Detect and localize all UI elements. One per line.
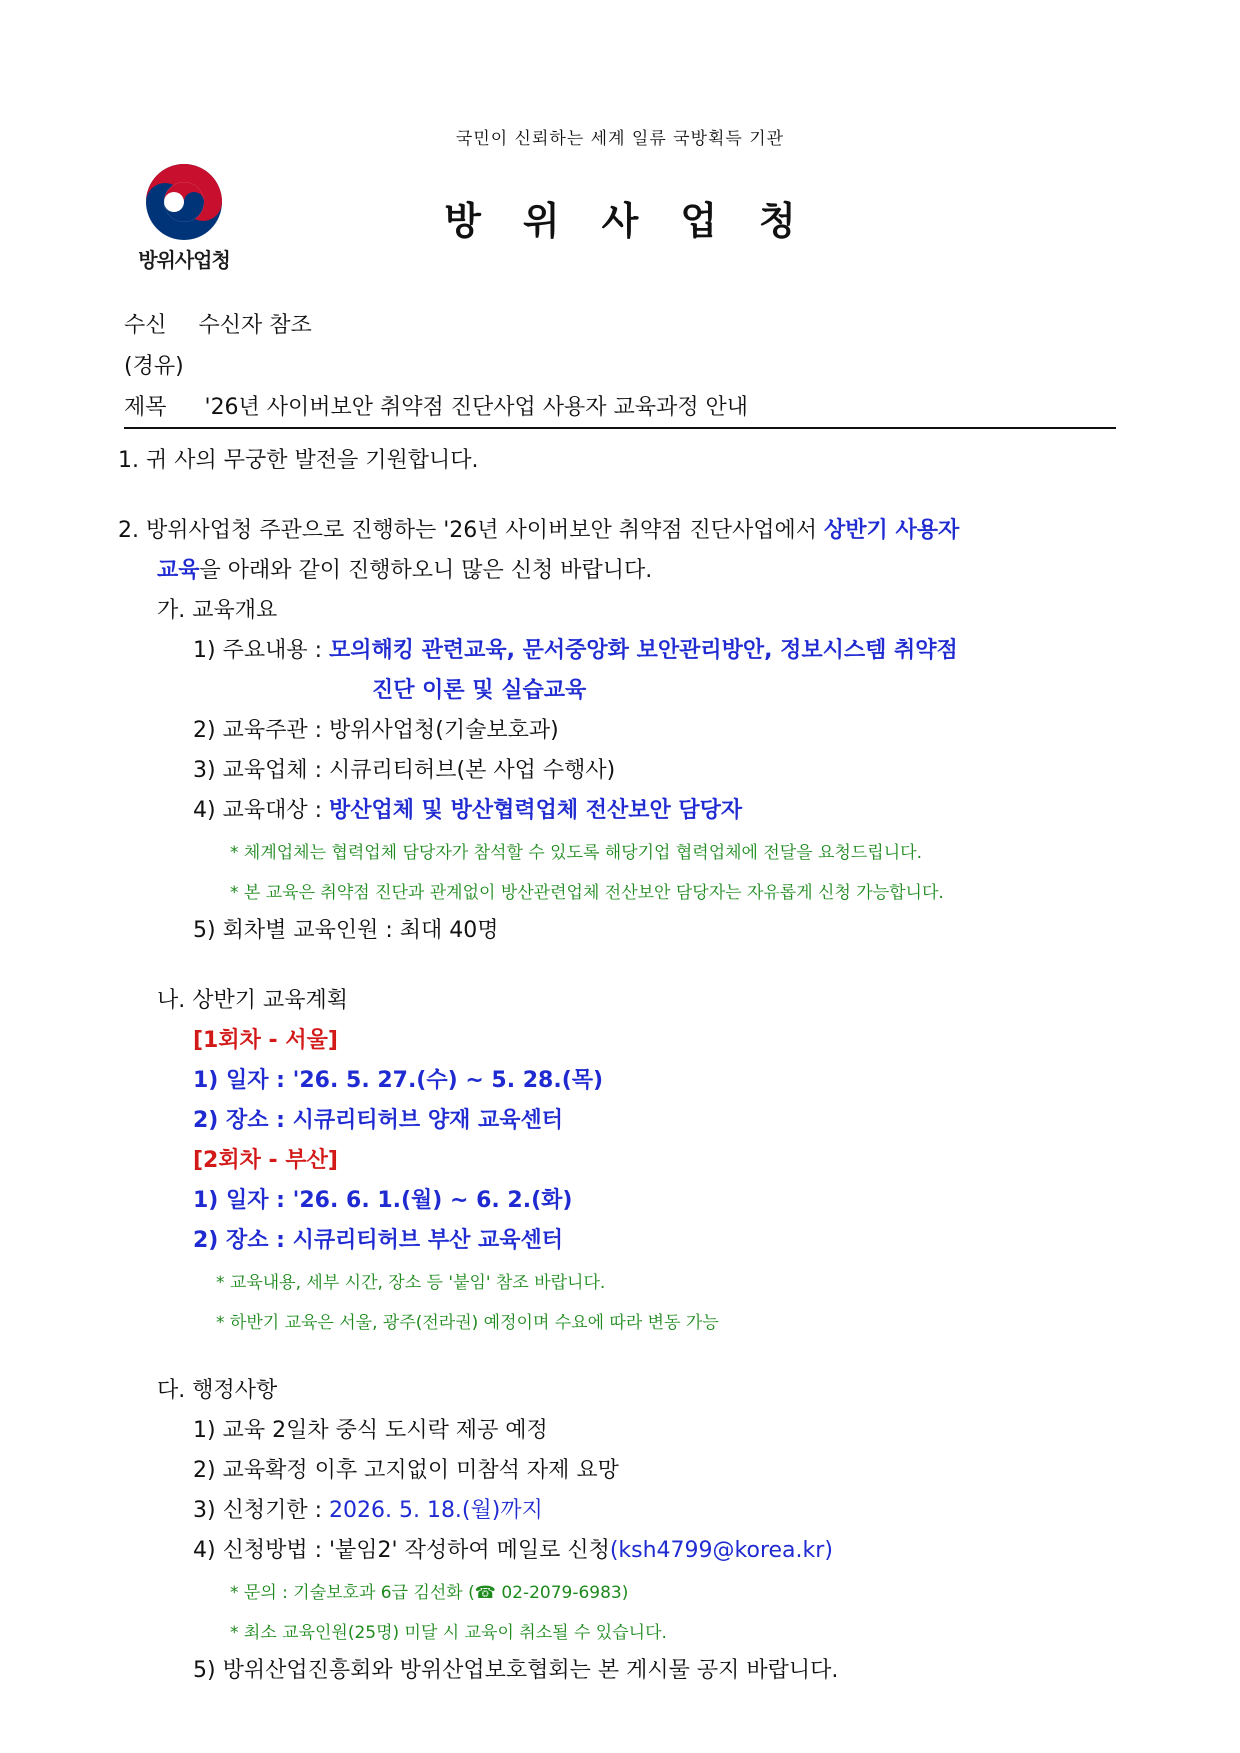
ga-item-1: 1) 주요내용 : 모의해킹 관련교육, 문서중앙화 보안관리방안, 정보시스템 취약점 (193, 638, 958, 663)
ga-item-3: 3) 교육업체 : 시큐리티허브(본 사업 수행사) (193, 758, 616, 783)
highlight-education: 교육 (157, 558, 200, 583)
subject-row (124, 390, 748, 421)
ga-item-1-value-cont: 진단 이론 및 실습교육 (372, 678, 587, 703)
subject-label: 제목 (124, 395, 167, 420)
contact-email-link[interactable]: (ksh4799@korea.kr) (609, 1538, 833, 1563)
da-note-2: * 최소 교육인원(25명) 미달 시 교육이 취소될 수 있습니다. (230, 1623, 667, 1643)
session-2-place: 2) 장소 : 시큐리티허브 부산 교육센터 (193, 1228, 563, 1253)
session-1-title: [1회차 - 서울] (193, 1028, 338, 1053)
highlight-first-half: 상반기 사용자 (824, 518, 960, 543)
ga-item-5: 5) 회차별 교육인원 : 최대 40명 (193, 918, 499, 943)
subject-value: '26년 사이버보안 취약점 진단사업 사용자 교육과정 안내 (204, 395, 749, 420)
application-deadline: 2026. 5. 18.(월)까지 (328, 1498, 543, 1523)
ga-item-4-value: 방산업체 및 방산협력업체 전산보안 담당자 (328, 798, 743, 823)
session-2-date: 1) 일자 : '26. 6. 1.(월) ~ 6. 2.(화) (193, 1188, 573, 1213)
paragraph-2-line-1: 2. 방위사업청 주관으로 진행하는 '26년 사이버보안 취약점 진단사업에서 상반기 사용자 (118, 518, 960, 543)
via-row: (경유) (124, 354, 184, 379)
da-item-4: 4) 신청방법 : '붙임2' 작성하여 메일로 신청(ksh4799@korea.kr) (193, 1538, 833, 1563)
recipient-row (124, 308, 312, 339)
ga-item-2: 2) 교육주관 : 방위사업청(기술보호과) (193, 718, 559, 743)
section-na-title: 나. 상반기 교육계획 (157, 988, 348, 1013)
recipient-value: 수신자 참조 (198, 313, 312, 338)
paragraph-1: 1. 귀 사의 무궁한 발전을 기원합니다. (118, 448, 479, 473)
section-ga-title: 가. 교육개요 (157, 598, 278, 623)
da-item-5: 5) 방위산업진흥회와 방위산업보호협회는 본 게시물 공지 바랍니다. (193, 1658, 839, 1683)
session-1-date: 1) 일자 : '26. 5. 27.(수) ~ 5. 28.(목) (193, 1068, 604, 1093)
section-da-title: 다. 행정사항 (157, 1378, 278, 1403)
ga-item-4: 4) 교육대상 : 방산업체 및 방산협력업체 전산보안 담당자 (193, 798, 743, 823)
session-1-place: 2) 장소 : 시큐리티허브 양재 교육센터 (193, 1108, 563, 1133)
ga-note-1: * 체계업체는 협력업체 담당자가 참석할 수 있도록 해당기업 협력업체에 전달을 요청드립니다. (230, 843, 922, 863)
header-divider (124, 427, 1116, 429)
na-note-1: * 교육내용, 세부 시간, 장소 등 '붙임' 참조 바랍니다. (216, 1273, 606, 1293)
session-2-title: [2회차 - 부산] (193, 1148, 338, 1173)
paragraph-2-line-2: 교육을 아래와 같이 진행하오니 많은 신청 바랍니다. (157, 558, 653, 583)
da-item-2: 2) 교육확정 이후 고지없이 미참석 자제 요망 (193, 1458, 619, 1483)
recipient-label: 수신 (124, 313, 167, 338)
logo-text: 방위사업청 (138, 248, 230, 272)
slogan: 국민이 신뢰하는 세계 일류 국방획득 기관 (455, 129, 785, 149)
na-note-2: * 하반기 교육은 서울, 광주(전라권) 예정이며 수요에 따라 변동 가능 (216, 1313, 719, 1333)
ga-item-1-value: 모의해킹 관련교육, 문서중앙화 보안관리방안, 정보시스템 취약점 (328, 638, 958, 663)
agency-title: 방위사업청 (444, 199, 838, 243)
ga-note-2: * 본 교육은 취약점 진단과 관계없이 방산관련업체 전산보안 담당자는 자유롭게 신청 가능합니다. (230, 883, 944, 903)
da-note-1: * 문의 : 기술보호과 6급 김선화 (☎ 02-2079-6983) (230, 1583, 629, 1603)
da-item-3: 3) 신청기한 : 2026. 5. 18.(월)까지 (193, 1498, 543, 1523)
da-item-1: 1) 교육 2일차 중식 도시락 제공 예정 (193, 1418, 548, 1443)
